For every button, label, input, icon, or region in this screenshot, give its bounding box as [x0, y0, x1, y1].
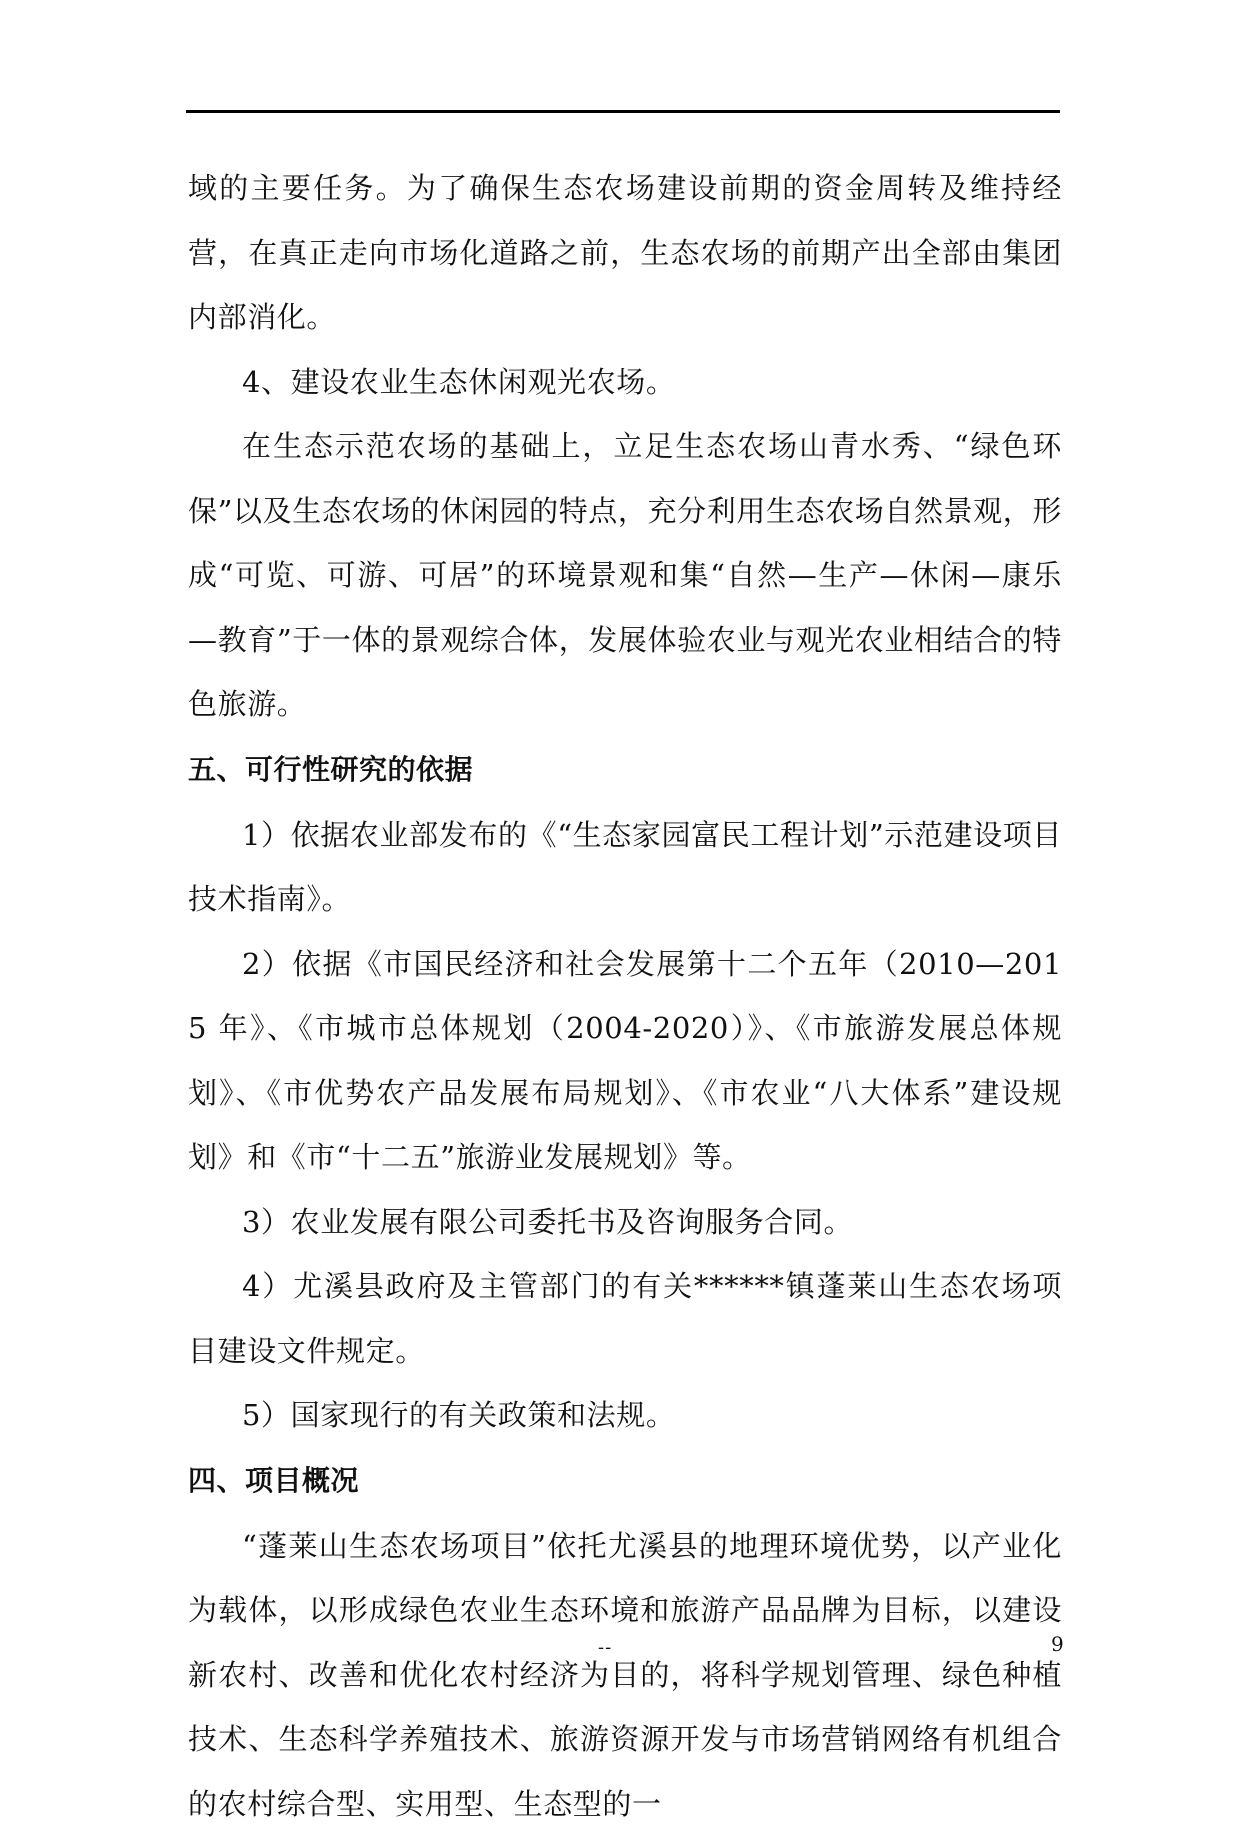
section-heading-project-overview: 四、项目概况 — [188, 1448, 1062, 1514]
footer-dash: -- — [598, 1638, 612, 1658]
basis-item-1: 1）依据农业部发布的《“生态家园富民工程计划”示范建设项目技术指南》。 — [188, 803, 1062, 932]
header-rule — [186, 110, 1060, 113]
paragraph-item-4: 4、建设农业生态休闲观光农场。 — [188, 350, 1062, 415]
basis-item-2: 2）依据《市国民经济和社会发展第十二个五年（2010—2015 年》、《市城市总体规划（2004-2020）》、《市旅游发展总体规划》、《市优势农产品发展布局规划》、《市农业“八大体系”建设规划》和《市“十二五”旅游业发展规划》等。 — [188, 932, 1062, 1190]
basis-item-4: 4）尤溪县政府及主管部门的有关******镇蓬莱山生态农场项目建设文件规定。 — [188, 1254, 1062, 1383]
project-overview-paragraph: “蓬莱山生态农场项目”依托尤溪县的地理环境优势，以产业化为载体，以形成绿色农业生态环境和旅游产品品牌为目标，以建设新农村、改善和优化农村经济为目的，将科学规划管理、绿色种植技术、生态科学养殖技术、旅游资源开发与市场营销网络有机组合的农村综合型、实用型、生态型的一 — [188, 1514, 1062, 1836]
basis-item-3: 3）农业发展有限公司委托书及咨询服务合同。 — [188, 1190, 1062, 1255]
basis-item-5: 5）国家现行的有关政策和法规。 — [188, 1383, 1062, 1448]
page-number: 9 — [1051, 1633, 1064, 1655]
paragraph-eco-farm: 在生态示范农场的基础上，立足生态农场山青水秀、“绿色环保”以及生态农场的休闲园的特点，充分利用生态农场自然景观，形成“可览、可游、可居”的环境景观和集“自然—生产—休闲—康乐—教育”于一体的景观综合体，发展体验农业与观光农业相结合的特色旅游。 — [188, 414, 1062, 737]
section-heading-feasibility-basis: 五、可行性研究的依据 — [188, 737, 1062, 803]
document-body — [188, 156, 1062, 1836]
paragraph-continuation: 域的主要任务。为了确保生态农场建设前期的资金周转及维持经营，在真正走向市场化道路之前，生态农场的前期产出全部由集团内部消化。 — [188, 156, 1062, 350]
